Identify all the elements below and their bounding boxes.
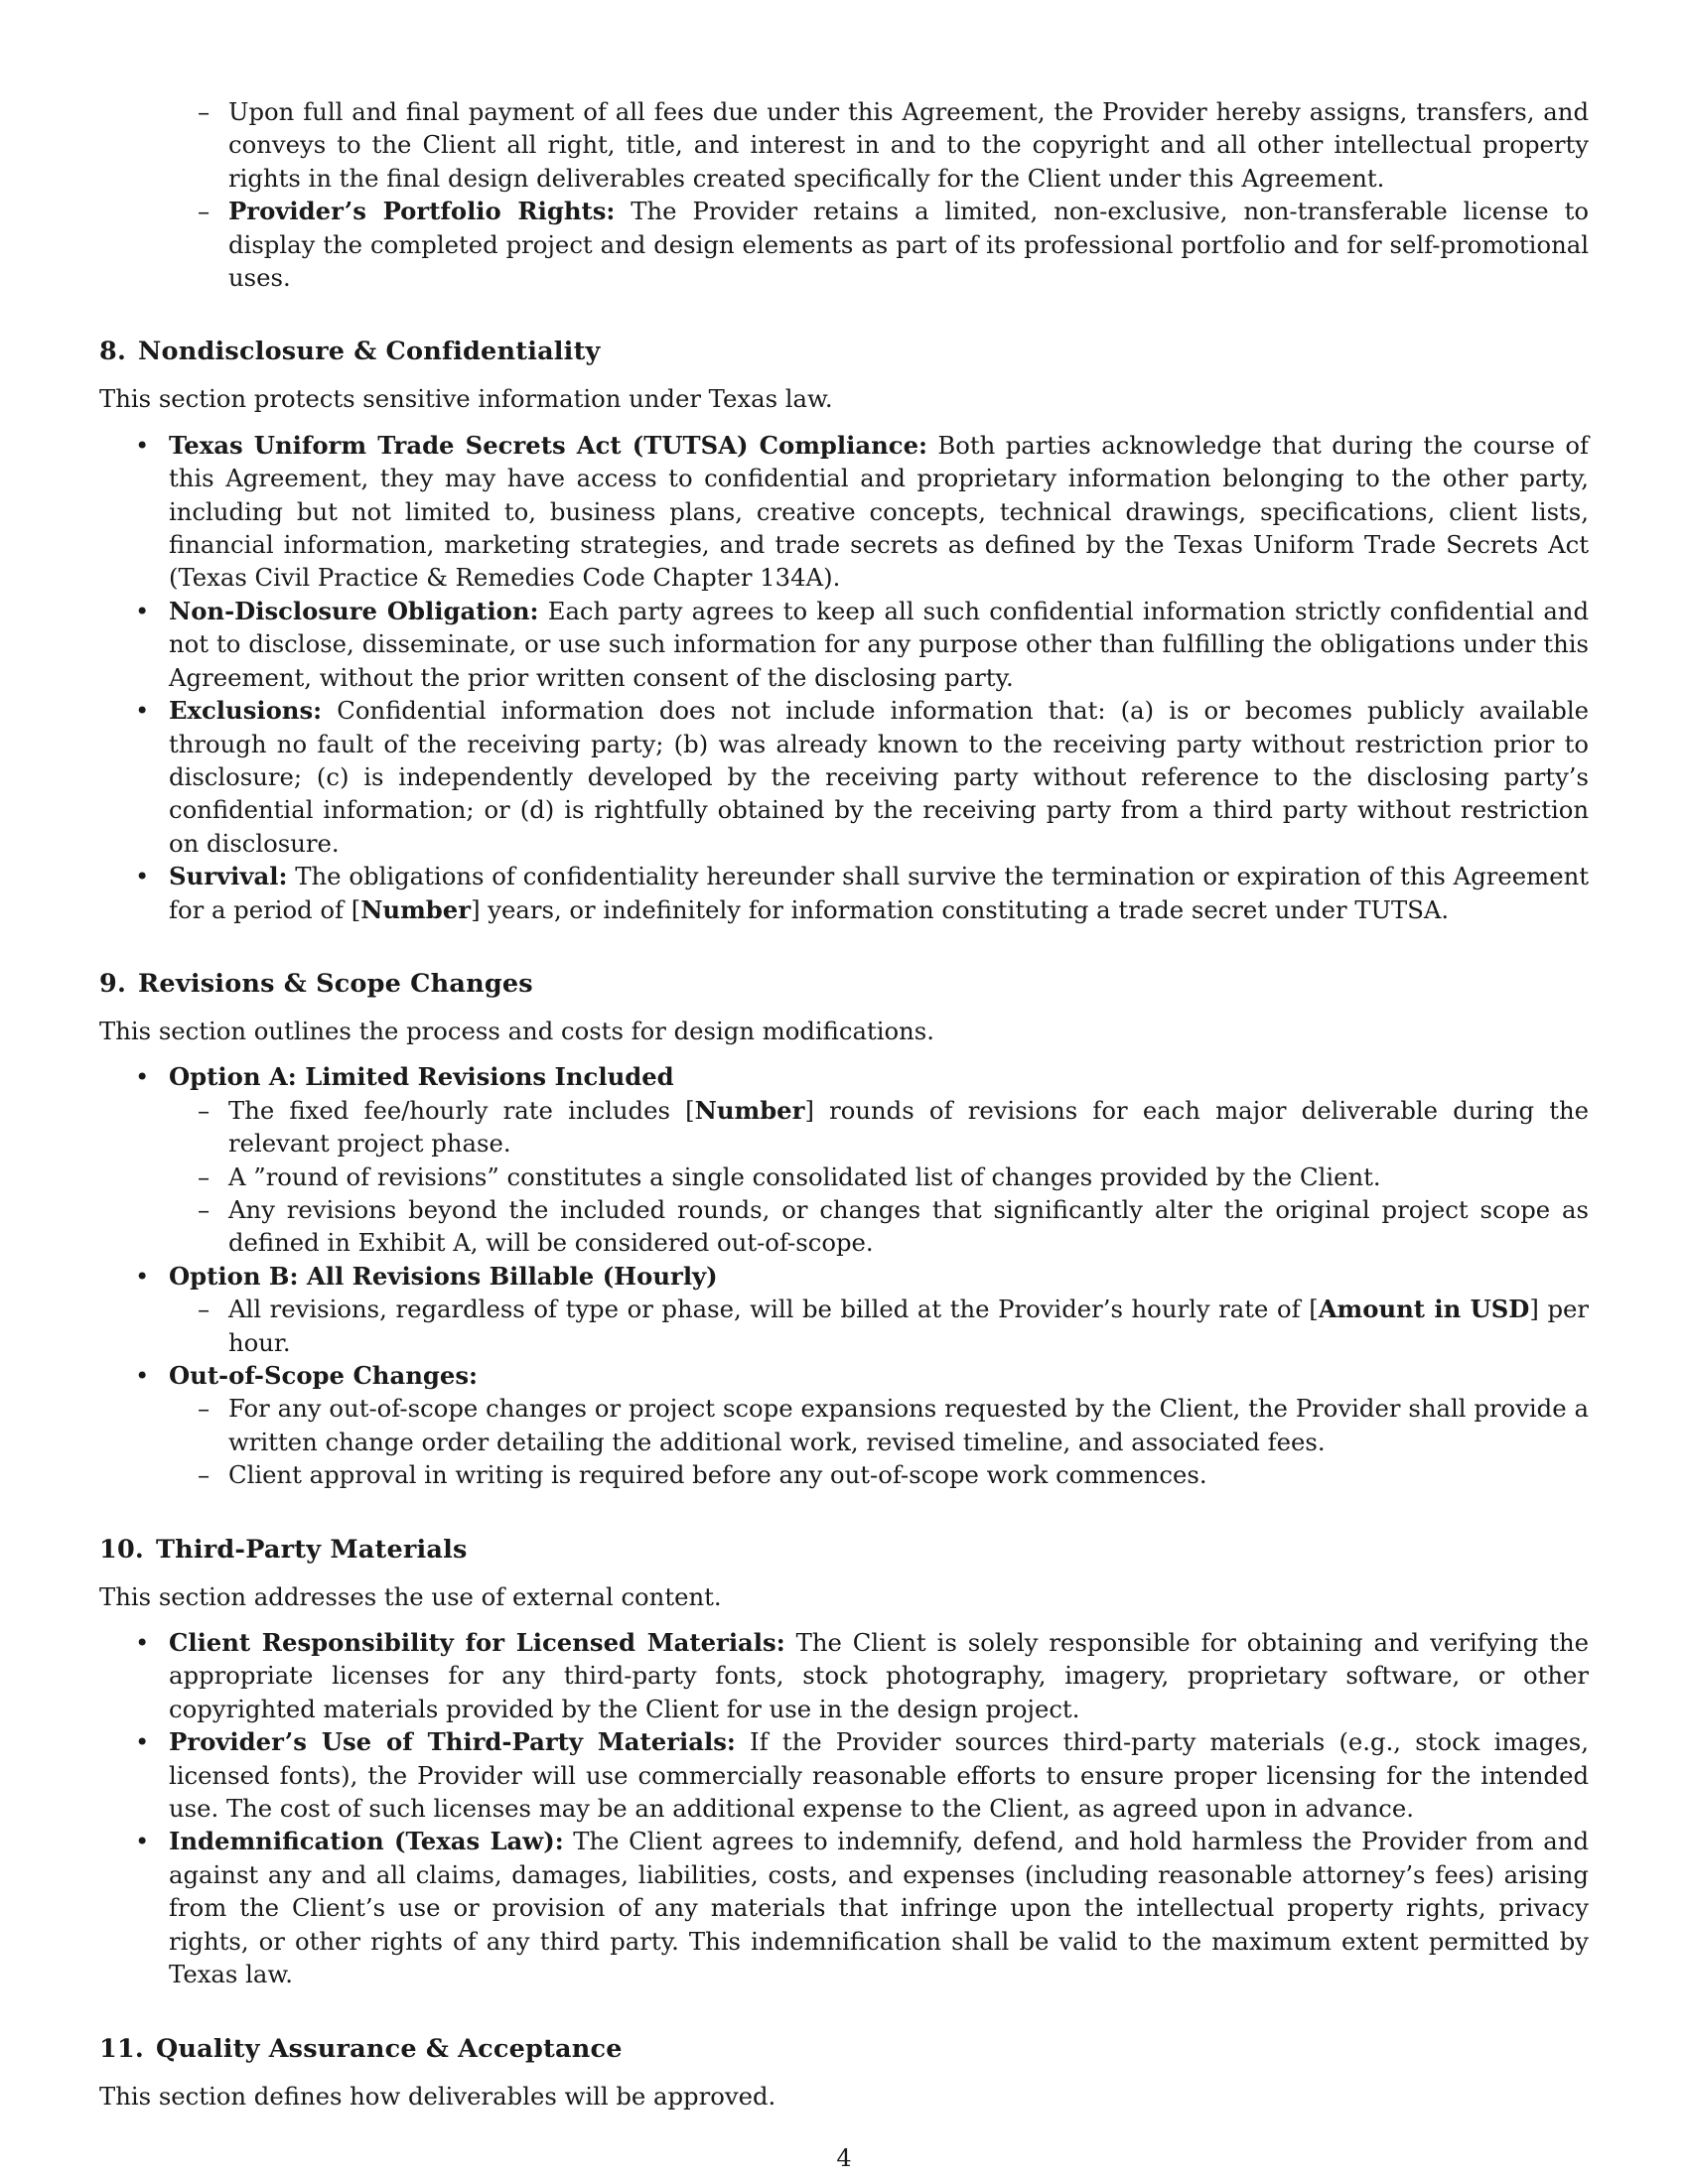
list-item: • Texas Uniform Trade Secrets Act (TUTSA) Compliance: Both parties acknowledge that during the course of this Agreement, they may have access to confidential and proprietary information belonging to the other party, including but not limited to, business plans, creative concepts, technical drawings, specifications, client lists, financial information, marketing strategies, and trade secrets as defined by the Texas Uniform Trade Secrets Act (Texas Civil Practice & Remedies Code Chapter 134A).: [135, 430, 1589, 593]
revision-options-list: [99, 1060, 1589, 1491]
dash-marker: –: [198, 1161, 211, 1191]
placeholder-field: Number: [694, 1095, 805, 1125]
sub-list: [169, 1392, 1589, 1491]
bullet-marker: •: [135, 1361, 150, 1390]
document-page: [99, 95, 1589, 2125]
bullet-marker: •: [135, 430, 150, 460]
option-b: • Option B: All Revisions Billable (Hourly) – All revisions, regardless of type or phase, will be billed at the Provider’s hourly rate of [Amount in USD] per hour.: [99, 1260, 1589, 1359]
bullet-marker: •: [135, 1827, 150, 1856]
bullet-marker: •: [135, 696, 150, 726]
list-item: • Client Responsibility for Licensed Materials: The Client is solely responsible for obtaining and verifying the appropriate licenses for any third-party fonts, stock photography, imagery, proprietary software, or other copyrighted materials provided by the Client for use in the design project.: [135, 1628, 1589, 1723]
option-a: • Option A: Limited Revisions Included – The fixed fee/hourly rate includes [Number] rounds of revisions for each major deliverable during the relevant project phase. – A ”round of revisions” constitutes a single consolidated list of changes provided by the Client. – Any revisions beyond the included rounds, or changes that significantly alter the original project scope as defined in Exhibit A, will be considered out-of-scope.: [99, 1060, 1589, 1259]
sub-list: [169, 1293, 1589, 1359]
third-party-list: [99, 1626, 1589, 1990]
section-nondisclosure: [99, 334, 1589, 926]
bullet-marker: •: [135, 1628, 150, 1658]
section-intro: This section outlines the process and costs for design modifications.: [99, 1016, 934, 1045]
list-item: • Non-Disclosure Obligation: Each party agrees to keep all such confidential information strictly confidential and not to disclose, disseminate, or use such information for any purpose other than fulfilling the obligations under this Agreement, without the prior written consent of the disclosing party.: [135, 596, 1590, 692]
placeholder-field: Amount in USD: [1318, 1295, 1530, 1324]
section-third-party-materials: [99, 1532, 1589, 1991]
bullet-marker: •: [135, 596, 150, 625]
list-item: – Any revisions beyond the included rounds, or changes that significantly alter the original project scope as defined in Exhibit A, will be considered out-of-scope.: [198, 1194, 1589, 1258]
out-of-scope-changes: • Out-of-Scope Changes: – For any out-of-scope changes or project scope expansions requested by the Client, the Provider shall provide a written change order detailing the additional work, revised timeline, and associated fees. – Client approval in writing is required before any out-of-scope work commences.: [99, 1359, 1589, 1492]
page-number: 4: [836, 2144, 852, 2172]
dash-marker: –: [198, 197, 211, 226]
ip-assignment-list: [99, 95, 1589, 294]
list-item: – For any out-of-scope changes or project scope expansions requested by the Client, the Provider shall provide a written change order detailing the additional work, revised timeline, and associated fees.: [198, 1394, 1589, 1456]
list-item: – All revisions, regardless of type or phase, will be billed at the Provider’s hourly rate of [Amount in USD] per hour.: [198, 1295, 1590, 1357]
list-item: – The fixed fee/hourly rate includes [Number] rounds of revisions for each major deliverable during the relevant project phase.: [198, 1095, 1589, 1159]
list-item-heading: Provider’s Portfolio Rights:: [228, 197, 616, 226]
list-item: • Exclusions: Confidential information does not include information that: (a) is or becomes publicly available through no fault of the receiving party; (b) was already known to the receiving party without restriction prior to disclosure; (c) is independently developed by the receiving party without reference to the disclosing party’s confidential information; or (d) is rightfully obtained by the receiving party from a third party without restriction on disclosure.: [135, 696, 1589, 858]
placeholder-field: Number: [360, 894, 472, 924]
dash-marker: –: [198, 97, 211, 126]
list-item-text: Upon full and final payment of all fees due under this Agreement, the Provider hereby assigns, transfers, and conveys to the Client all right, title, and interest in and to the copyright and all other intellectual property rights in the final design deliverables created specifically for the Client under this Agreement.: [228, 97, 1589, 193]
confidentiality-list: [99, 429, 1589, 926]
bullet-marker: •: [135, 1062, 150, 1092]
bullet-marker: •: [135, 862, 150, 891]
list-item: – A ”round of revisions” constitutes a single consolidated list of changes provided by the Client.: [169, 1160, 1589, 1193]
section-quality-assurance: [99, 2031, 1589, 2113]
dash-marker: –: [198, 1394, 211, 1424]
dash-marker: –: [198, 1194, 211, 1224]
section-heading: 9. Revisions & Scope Changes: [99, 968, 533, 999]
dash-marker: –: [198, 1095, 211, 1125]
sub-list: [169, 1094, 1589, 1260]
list-item-text: The Provider retains a limited, non-exclusive, non-transferable license to display the completed project and design elements as part of its professional portfolio and for self-promotional uses.: [228, 197, 1590, 293]
section-heading: 10. Third-Party Materials: [99, 1534, 468, 1565]
list-item: • Indemnification (Texas Law): The Client agrees to indemnify, defend, and hold harmless the Provider from and against any and all claims, damages, liabilities, costs, and expenses (including reasonable attorney’s fees) arising from the Client’s use or provision of any materials that infringe upon the intellectual property rights, privacy rights, or other rights of any third party. This indemnification shall be valid to the maximum extent permitted by Texas law.: [135, 1827, 1589, 1989]
section-intro: This section addresses the use of external content.: [99, 1581, 722, 1611]
list-item: • Provider’s Use of Third-Party Materials: If the Provider sources third-party materials (e.g., stock images, licensed fonts), the Provider will use commercially reasonable efforts to ensure proper licensing for the intended use. The cost of such licenses may be an additional expense to the Client, as agreed upon in advance.: [135, 1727, 1589, 1824]
section-heading: 8. Nondisclosure & Confidentiality: [99, 337, 601, 367]
section-heading: 11. Quality Assurance & Acceptance: [99, 2033, 623, 2064]
section-revisions: [99, 966, 1589, 1492]
bullet-marker: •: [135, 1261, 150, 1291]
list-item: [99, 195, 1589, 294]
dash-marker: –: [198, 1295, 211, 1324]
list-item: – Client approval in writing is required before any out-of-scope work commences.: [169, 1458, 1589, 1491]
section-intro: This section protects sensitive information under Texas law.: [99, 384, 833, 414]
bullet-marker: •: [135, 1727, 150, 1757]
list-item: [99, 95, 1589, 195]
dash-marker: –: [198, 1460, 211, 1490]
section-intro: This section defines how deliverables will be approved.: [99, 2081, 776, 2111]
list-item: • Survival: The obligations of confidentiality hereunder shall survive the termination or expiration of this Agreement for a period of [Number] years, or indefinitely for information constituting a trade secret under TUTSA.: [135, 862, 1589, 924]
